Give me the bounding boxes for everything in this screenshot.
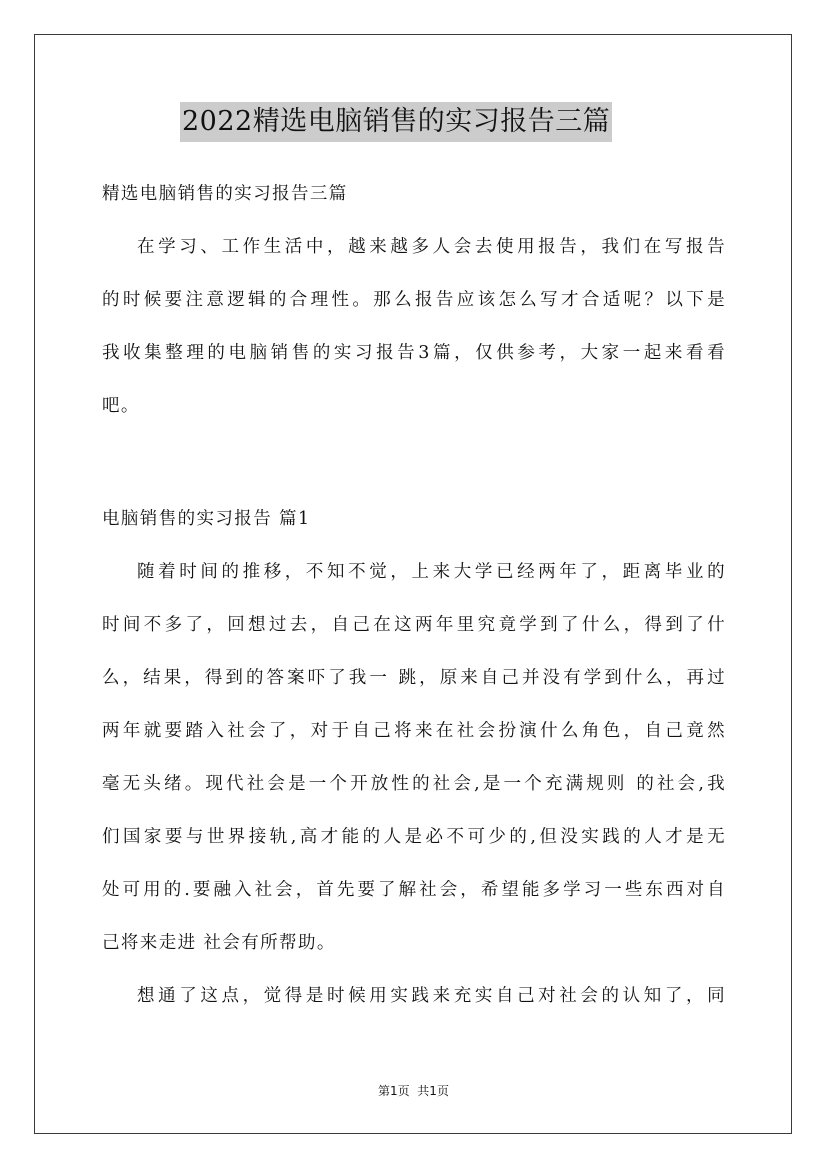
text-line: 毫无头绪。现代社会是一个开放性的社会,是一个充满规则 的社会,我 <box>102 774 726 794</box>
document-title: 2022精选电脑销售的实习报告三篇 <box>180 102 612 142</box>
text-line: 在学习、工作生活中，越来越多人会去使用报告，我们在写报告 <box>137 237 726 257</box>
intro-paragraph <box>102 221 726 433</box>
text-line: 们国家要与世界接轨,高才能的人是必不可少的,但没实践的人才是无 <box>102 827 726 847</box>
section-heading <box>102 493 726 546</box>
text-line: 两年就要踏入社会了，对于自己将来在社会扮演什么角色，自己竟然 <box>102 721 726 741</box>
text-line: 时间不多了，回想过去，自己在这两年里究竟学到了什么，得到了什 <box>102 615 726 635</box>
text-line: 随着时间的推移，不知不觉，上来大学已经两年了，距离毕业的 <box>137 562 726 582</box>
section-body <box>102 546 726 1023</box>
page-number: 第1页 共1页 <box>378 1084 449 1098</box>
text-line: 的时候要注意逻辑的合理性。那么报告应该怎么写才合适呢？以下是 <box>102 290 726 310</box>
section-heading-text: 电脑销售的实习报告 篇1 <box>102 509 311 529</box>
text-line: 吧。 <box>102 396 140 416</box>
text-line: 么，结果，得到的答案吓了我一 跳，原来自己并没有学到什么，再过 <box>102 668 726 688</box>
text-line: 我收集整理的电脑销售的实习报告3篇，仅供参考，大家一起来看看 <box>102 343 726 363</box>
text-line: 想通了这点，觉得是时候用实践来充实自己对社会的认知了，同 <box>137 986 726 1006</box>
subtitle-text: 精选电脑销售的实习报告三篇 <box>102 184 348 204</box>
text-line: 己将来走进 社会有所帮助。 <box>102 933 336 953</box>
document-subtitle <box>102 168 726 221</box>
text-line: 处可用的.要融入社会，首先要了解社会，希望能多学习一些东西对自 <box>102 880 726 900</box>
